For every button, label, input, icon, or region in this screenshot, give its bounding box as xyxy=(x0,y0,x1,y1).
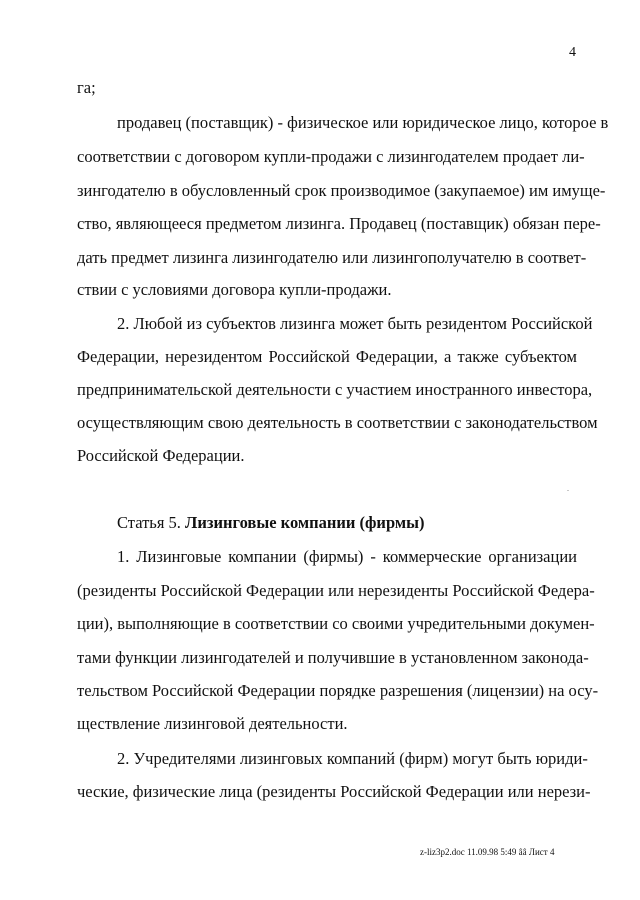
text-line: тельством Российской Федерации порядке разрешения (лицензии) на осу- xyxy=(77,681,599,700)
text-line: 1. Лизинговые компании (фирмы) - коммерческие организации xyxy=(117,547,577,566)
text-line: ческие, физические лица (резиденты Российской Федерации или нерези- xyxy=(77,782,591,801)
text-line: соответствии с договором купли-продажи с лизингодателем продает ли- xyxy=(77,147,585,166)
article-prefix: Статья 5. xyxy=(117,513,181,532)
text-line: Российской Федерации. xyxy=(77,446,245,465)
article-title: Лизинговые компании (фирмы) xyxy=(185,513,425,532)
text-line: (резиденты Российской Федерации или нерезиденты Российской Федера- xyxy=(77,581,595,600)
text-line: Федерации, нерезидентом Российской Федерации, а также субъектом xyxy=(77,347,577,366)
text-line: 2. Учредителями лизинговых компаний (фирм) могут быть юриди- xyxy=(117,749,588,768)
text-line: предпринимательской деятельности с участием иностранного инвестора, xyxy=(77,380,593,399)
text-line: га; xyxy=(77,78,96,97)
text-line: тами функции лизингодателей и получившие в установленном законода- xyxy=(77,648,589,667)
text-line: осуществляющим свою деятельность в соответствии с законодательством xyxy=(77,413,598,432)
page-number: 4 xyxy=(569,45,576,60)
text-line: дать предмет лизинга лизингодателю или лизингополучателю в соответ- xyxy=(77,248,587,267)
text-line: ществление лизинговой деятельности. xyxy=(77,714,348,733)
text-line: ствии с условиями договора купли-продажи. xyxy=(77,280,392,299)
scan-speck xyxy=(567,490,569,491)
article-heading xyxy=(117,513,424,533)
text-line: продавец (поставщик) - физическое или юридическое лицо, которое в xyxy=(117,113,609,132)
text-line: ство, являющееся предметом лизинга. Продавец (поставщик) обязан пере- xyxy=(77,214,601,233)
text-line: ции), выполняющие в соответствии со своими учредительными докумен- xyxy=(77,614,595,633)
text-line: 2. Любой из субъектов лизинга может быть резидентом Российской xyxy=(117,314,593,333)
footer-file-info: z-liz3p2.doc 11.09.98 5:49 ââ Лист 4 xyxy=(420,847,555,857)
text-line: зингодателю в обусловленный срок производимое (закупаемое) им имуще- xyxy=(77,181,606,200)
